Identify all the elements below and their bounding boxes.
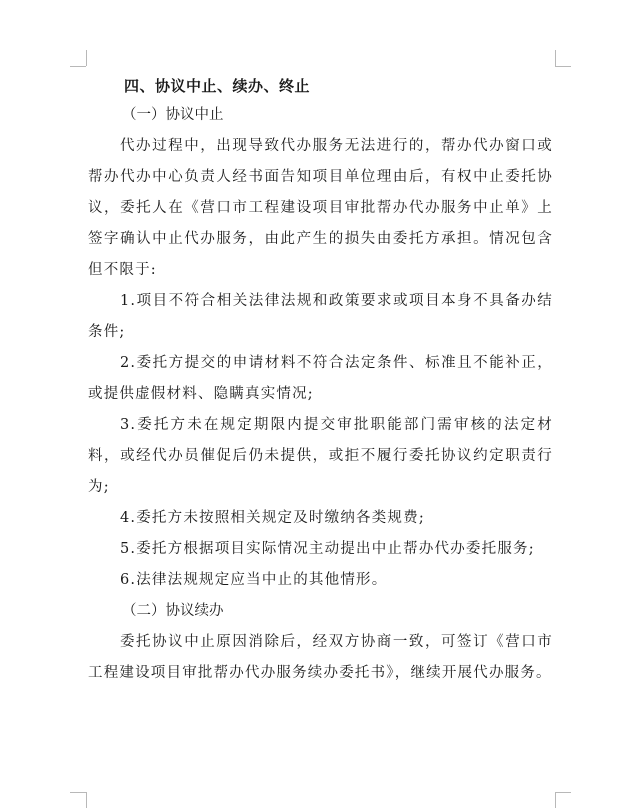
crop-mark-bottom-right-v bbox=[555, 792, 556, 808]
crop-mark-bottom-right-h bbox=[555, 792, 571, 793]
list-item: 2.委托方提交的申请材料不符合法定条件、标准且不能补正，或提供虚假材料、隐瞒真实情况; bbox=[88, 355, 553, 402]
crop-mark-top-right-v bbox=[555, 50, 556, 66]
list-item: 5.委托方根据项目实际情况主动提出中止帮办代办委托服务; bbox=[120, 541, 535, 557]
list-item: 1.项目不符合相关法律法规和政策要求或项目本身不具备办结条件; bbox=[88, 293, 553, 340]
subheading-continuation: （二）协议续办 bbox=[122, 603, 224, 619]
document-body bbox=[88, 72, 553, 689]
list-item: 3.委托方未在规定期限内提交审批职能部门需审核的法定材料，或经代办员催促后仍未提供，或拒不履行委托协议约定职责行为; bbox=[88, 417, 553, 495]
paragraph-suspension-intro: 代办过程中，出现导致代办服务无法进行的，帮办代办窗口或帮办代办中心负责人经书面告知项目单位理由后，有权中止委托协议，委托人在《营口市工程建设项目审批帮办代办服务中止单》上签字确认中止代办服务，由此产生的损失由委托方承担。情况包含但不限于: bbox=[88, 138, 553, 278]
list-item: 4.委托方未按照相关规定及时缴纳各类规费; bbox=[120, 510, 425, 526]
crop-mark-top-left-h bbox=[70, 66, 86, 67]
crop-mark-bottom-left-h bbox=[70, 792, 86, 793]
list-item: 6.法律法规规定应当中止的其他情形。 bbox=[120, 572, 388, 588]
crop-mark-bottom-left-v bbox=[86, 792, 87, 808]
section-heading: 四、协议中止、续办、终止 bbox=[124, 77, 311, 95]
subheading-suspension: （一）协议中止 bbox=[122, 107, 224, 123]
crop-mark-top-left-v bbox=[86, 50, 87, 66]
paragraph-continuation: 委托协议中止原因消除后，经双方协商一致，可签订《营口市工程建设项目审批帮办代办服务续办委托书》，继续开展代办服务。 bbox=[88, 634, 553, 681]
crop-mark-top-right-h bbox=[555, 66, 571, 67]
